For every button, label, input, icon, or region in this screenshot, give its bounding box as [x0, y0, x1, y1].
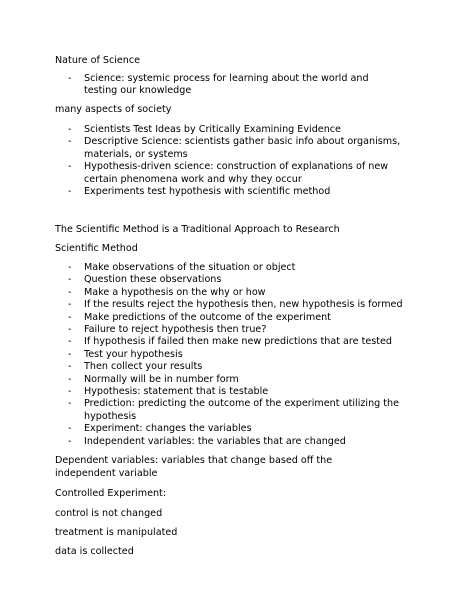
list-item: [0, 186, 404, 198]
paragraph-scientific-method: Scientific Method: [55, 243, 138, 254]
list-item-text: Scientists Test Ideas by Critically Examining Evidence: [84, 124, 341, 135]
list-item: [0, 398, 404, 423]
list-item-text: Then collect your results: [84, 361, 203, 373]
paragraph-controlled-experiment: Controlled Experiment:: [55, 488, 167, 499]
list-item: [0, 312, 404, 324]
list-item-text: Hypothesis: statement that is testable: [84, 386, 269, 398]
bullet-dash: -: [68, 311, 72, 323]
list-item: [0, 436, 404, 448]
list-item: [0, 361, 404, 373]
bullet-dash: -: [68, 262, 72, 273]
bullet-dash: -: [68, 435, 72, 447]
list-item: [0, 73, 404, 98]
list-item-text: Test your hypothesis: [84, 348, 183, 360]
bullet-dash: -: [68, 398, 72, 410]
list-item-text: Science: systemic process for learning about the world and testing our knowledge: [84, 73, 369, 97]
list-item-text: If the results reject the hypothesis then, new hypothesis is formed: [84, 299, 403, 311]
bullet-dash: -: [68, 373, 72, 385]
list-item: [0, 161, 404, 186]
list-item: [0, 336, 404, 348]
paragraph-many-aspects: many aspects of society: [55, 104, 172, 115]
bullet-dash: -: [68, 361, 72, 373]
paragraph-control-not-changed: control is not changed: [55, 508, 163, 519]
list-item-text: Hypothesis-driven science: construction of explanations of new certain phenomena work and why they occur: [84, 161, 389, 185]
bullet-dash: -: [68, 348, 72, 360]
list-item-text: If hypothesis if failed then make new predictions that are tested: [84, 336, 392, 348]
list-item-text: Make predictions of the outcome of the experiment: [84, 311, 331, 323]
list-item: [0, 324, 404, 336]
list-item: [0, 423, 404, 435]
list-item: [0, 262, 404, 274]
paragraph-traditional-approach: The Scientific Method is a Traditional Approach to Research: [55, 224, 340, 235]
paragraph-data-collected: data is collected: [55, 546, 134, 557]
paragraph-dependent-variables: Dependent variables: variables that change based off the independent variable: [55, 455, 333, 479]
list-item-text: Experiments test hypothesis with scientific method: [84, 186, 331, 198]
list-item: [0, 136, 404, 161]
list-item-text: Make observations of the situation or object: [84, 262, 296, 273]
paragraph-treatment-manipulated: treatment is manipulated: [55, 527, 178, 538]
bullet-dash: -: [68, 161, 72, 173]
list-item: [0, 124, 404, 136]
section-heading-nature-of-science: Nature of Science: [55, 55, 141, 66]
science-aspects-list: [0, 124, 404, 198]
scientific-method-list: [0, 262, 404, 448]
list-item: [0, 374, 404, 386]
list-item-text: Experiment: changes the variables: [84, 423, 252, 435]
bullet-dash: -: [68, 286, 72, 298]
list-item-text: Prediction: predicting the outcome of the experiment utilizing the hypothesis: [84, 398, 400, 422]
list-item-text: Independent variables: the variables that are changed: [84, 435, 346, 447]
bullet-dash: -: [68, 73, 72, 84]
list-item: [0, 299, 404, 311]
bullet-dash: -: [68, 386, 72, 398]
bullet-dash: -: [68, 423, 72, 435]
nature-of-science-list: [0, 73, 404, 98]
bullet-dash: -: [68, 299, 72, 311]
bullet-dash: -: [68, 136, 72, 148]
list-item-text: Make a hypothesis on the why or how: [84, 286, 266, 298]
list-item: [0, 287, 404, 299]
bullet-dash: -: [68, 124, 72, 135]
bullet-dash: -: [68, 274, 72, 286]
list-item-text: Descriptive Science: scientists gather basic info about organisms, materials, or systems: [84, 136, 401, 160]
bullet-dash: -: [68, 186, 72, 198]
list-item-text: Failure to reject hypothesis then true?: [84, 324, 267, 336]
bullet-dash: -: [68, 324, 72, 336]
list-item-text: Normally will be in number form: [84, 373, 239, 385]
list-item: [0, 274, 404, 286]
list-item-text: Question these observations: [84, 274, 222, 286]
bullet-dash: -: [68, 336, 72, 348]
list-item: [0, 386, 404, 398]
list-item: [0, 349, 404, 361]
